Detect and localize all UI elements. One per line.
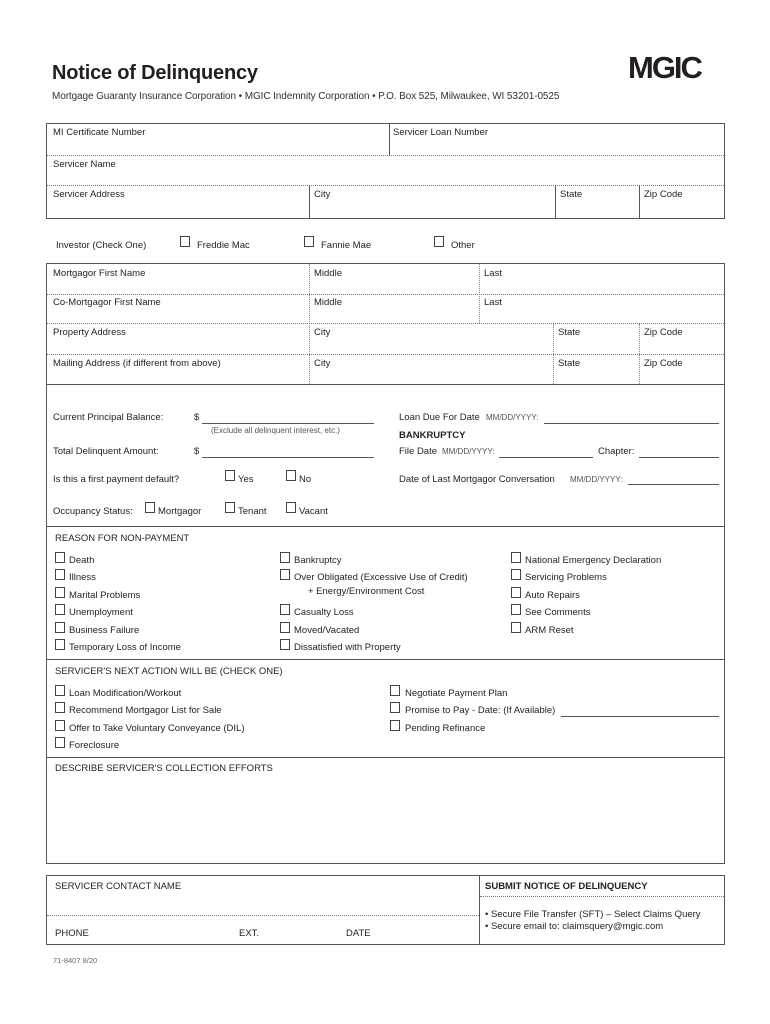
reason-auto-repairs-label: Auto Repairs	[525, 590, 580, 601]
freddie-mac-checkbox[interactable]	[180, 236, 190, 247]
reason-temp-loss-label: Temporary Loss of Income	[69, 642, 181, 653]
loan-due-for-date-input[interactable]	[544, 423, 719, 424]
reason-unemployment-checkbox[interactable]	[55, 604, 65, 615]
collection-efforts-heading: DESCRIBE SERVICER'S COLLECTION EFFORTS	[55, 763, 273, 774]
date-field[interactable]: DATE	[346, 928, 371, 939]
occupancy-vacant-checkbox[interactable]	[286, 502, 296, 513]
action-loan-mod-checkbox[interactable]	[55, 685, 65, 696]
reason-illness-label: Illness	[69, 572, 96, 583]
first-payment-yes-checkbox[interactable]	[225, 470, 235, 481]
occupancy-tenant-label: Tenant	[238, 506, 267, 517]
occupancy-mortgagor-checkbox[interactable]	[145, 502, 155, 513]
reason-death-checkbox[interactable]	[55, 552, 65, 563]
mortgagor-first-name-field[interactable]: Mortgagor First Name	[53, 268, 146, 279]
bankruptcy-heading: BANKRUPTCY	[399, 430, 466, 441]
principal-dollar-sign: $	[194, 412, 200, 423]
co-mortgagor-first-name-field[interactable]: Co-Mortgagor First Name	[53, 297, 161, 308]
mailing-state-field[interactable]: State	[558, 358, 581, 369]
action-pending-refi-label: Pending Refinance	[405, 723, 486, 734]
action-promise-to-pay-checkbox[interactable]	[390, 702, 400, 713]
reason-casualty-label: Casualty Loss	[294, 607, 354, 618]
action-payment-plan-checkbox[interactable]	[390, 685, 400, 696]
other-investor-label: Other	[451, 240, 475, 251]
reason-marital-checkbox[interactable]	[55, 587, 65, 598]
reason-casualty-checkbox[interactable]	[280, 604, 290, 615]
reason-moved-checkbox[interactable]	[280, 622, 290, 633]
reason-bankruptcy-label: Bankruptcy	[294, 555, 342, 566]
other-investor-checkbox[interactable]	[434, 236, 444, 247]
co-mortgagor-last-field[interactable]: Last	[484, 297, 502, 308]
reason-servicing-label: Servicing Problems	[525, 572, 607, 583]
promise-to-pay-date-input[interactable]	[561, 716, 719, 717]
action-list-for-sale-label: Recommend Mortgagor List for Sale	[69, 705, 222, 716]
chapter-label: Chapter:	[598, 446, 635, 457]
property-state-field[interactable]: State	[558, 327, 581, 338]
last-conversation-label: Date of Last Mortgagor Conversation	[399, 474, 555, 485]
chapter-input[interactable]	[639, 457, 719, 458]
property-zip-field[interactable]: Zip Code	[644, 327, 683, 338]
freddie-mac-label: Freddie Mac	[197, 240, 250, 251]
reason-auto-repairs-checkbox[interactable]	[511, 587, 521, 598]
action-promise-to-pay-label: Promise to Pay - Date: (If Available)	[405, 705, 556, 716]
action-pending-refi-checkbox[interactable]	[390, 720, 400, 731]
ext-field[interactable]: EXT.	[239, 928, 260, 939]
next-action-heading: SERVICER'S NEXT ACTION WILL BE (CHECK ONE)	[55, 666, 283, 677]
reason-dissatisfied-checkbox[interactable]	[280, 639, 290, 650]
mailing-city-field[interactable]: City	[314, 358, 331, 369]
reason-business-failure-checkbox[interactable]	[55, 622, 65, 633]
occupancy-tenant-checkbox[interactable]	[225, 502, 235, 513]
first-payment-no-checkbox[interactable]	[286, 470, 296, 481]
total-delinquent-label: Total Delinquent Amount:	[53, 446, 159, 457]
action-foreclosure-checkbox[interactable]	[55, 737, 65, 748]
submit-item-email: • Secure email to: claimsquery@mgic.com	[485, 921, 664, 932]
phone-field[interactable]: PHONE	[55, 928, 89, 939]
delinquent-dollar-sign: $	[194, 446, 200, 457]
mailing-zip-field[interactable]: Zip Code	[644, 358, 683, 369]
property-address-field[interactable]: Property Address	[53, 327, 126, 338]
servicer-section	[46, 123, 725, 219]
company-address: Mortgage Guaranty Insurance Corporation • MGIC Indemnity Corporation • P.O. Box 525, Milwaukee, WI 53201-0525	[52, 91, 560, 102]
reason-energy-label: + Energy/Environment Cost	[308, 586, 425, 597]
reason-business-failure-label: Business Failure	[69, 625, 140, 636]
principal-balance-label: Current Principal Balance:	[53, 412, 164, 423]
reason-marital-label: Marital Problems	[69, 590, 141, 601]
reason-temp-loss-checkbox[interactable]	[55, 639, 65, 650]
reason-dissatisfied-label: Dissatisfied with Property	[294, 642, 401, 653]
property-city-field[interactable]: City	[314, 327, 331, 338]
last-conversation-format-hint: MM/DD/YYYY:	[570, 475, 623, 484]
reason-over-obligated-label: Over Obligated (Excessive Use of Credit)	[294, 572, 468, 583]
reason-arm-reset-checkbox[interactable]	[511, 622, 521, 633]
submit-item-sft: • Secure File Transfer (SFT) – Select Claims Query	[485, 909, 701, 920]
reason-arm-reset-label: ARM Reset	[525, 625, 574, 636]
servicer-state-field[interactable]: State	[560, 189, 583, 200]
submit-item-email-text: Secure email to: claimsquery@mgic.com	[490, 921, 664, 932]
investor-label: Investor (Check One)	[56, 240, 147, 251]
action-list-for-sale-checkbox[interactable]	[55, 702, 65, 713]
servicer-zip-field[interactable]: Zip Code	[644, 189, 683, 200]
action-dil-checkbox[interactable]	[55, 720, 65, 731]
reason-death-label: Death	[69, 555, 95, 566]
fannie-mae-label: Fannie Mae	[321, 240, 372, 251]
reason-unemployment-label: Unemployment	[69, 607, 133, 618]
mi-certificate-field[interactable]: MI Certificate Number	[53, 127, 146, 138]
reason-see-comments-label: See Comments	[525, 607, 591, 618]
reason-illness-checkbox[interactable]	[55, 569, 65, 580]
mailing-address-field[interactable]: Mailing Address (if different from above)	[53, 358, 221, 369]
reason-national-emergency-checkbox[interactable]	[511, 552, 521, 563]
mortgagor-last-field[interactable]: Last	[484, 268, 502, 279]
submit-heading: SUBMIT NOTICE OF DELINQUENCY	[485, 881, 648, 892]
file-date-format-hint: MM/DD/YYYY:	[442, 447, 495, 456]
page-title: Notice of Delinquency	[52, 62, 258, 84]
mgic-logo: MGIC	[628, 50, 701, 85]
collection-efforts-textarea[interactable]	[50, 777, 720, 859]
reason-over-obligated-checkbox[interactable]	[280, 569, 290, 580]
form-number: 71-8407 8/20	[53, 956, 98, 965]
yes-label: Yes	[238, 474, 254, 485]
file-date-input[interactable]	[499, 457, 593, 458]
servicer-loan-number-field[interactable]: Servicer Loan Number	[393, 127, 489, 138]
occupancy-vacant-label: Vacant	[299, 506, 328, 517]
loan-due-for-date-label: Loan Due For Date	[399, 412, 480, 423]
last-conversation-input[interactable]	[628, 484, 719, 485]
servicer-city-field[interactable]: City	[314, 189, 331, 200]
submit-item-sft-text: Secure File Transfer (SFT) – Select Claims Query	[490, 909, 701, 920]
reason-national-emergency-label: National Emergency Declaration	[525, 555, 662, 566]
fannie-mae-checkbox[interactable]	[304, 236, 314, 247]
servicer-name-field[interactable]: Servicer Name	[53, 159, 116, 170]
co-mortgagor-middle-field[interactable]: Middle	[314, 297, 342, 308]
occupancy-status-label: Occupancy Status:	[53, 506, 133, 517]
action-loan-mod-label: Loan Modification/Workout	[69, 688, 182, 699]
action-dil-label: Offer to Take Voluntary Conveyance (DIL)	[69, 723, 245, 734]
mortgagor-middle-field[interactable]: Middle	[314, 268, 342, 279]
servicer-address-field[interactable]: Servicer Address	[53, 189, 125, 200]
action-foreclosure-label: Foreclosure	[69, 740, 120, 751]
action-payment-plan-label: Negotiate Payment Plan	[405, 688, 508, 699]
reason-moved-label: Moved/Vacated	[294, 625, 360, 636]
principal-balance-input[interactable]	[202, 423, 374, 424]
exclude-interest-note: (Exclude all delinquent interest, etc.)	[211, 426, 340, 435]
servicer-contact-name-field[interactable]: SERVICER CONTACT NAME	[55, 881, 182, 892]
reason-bankruptcy-checkbox[interactable]	[280, 552, 290, 563]
no-label: No	[299, 474, 312, 485]
total-delinquent-input[interactable]	[202, 457, 374, 458]
reason-see-comments-checkbox[interactable]	[511, 604, 521, 615]
first-payment-default-label: Is this a first payment default?	[53, 474, 180, 485]
due-date-format-hint: MM/DD/YYYY:	[486, 413, 539, 422]
occupancy-mortgagor-label: Mortgagor	[158, 506, 202, 517]
reason-servicing-checkbox[interactable]	[511, 569, 521, 580]
file-date-label: File Date	[399, 446, 438, 457]
reason-heading: REASON FOR NON-PAYMENT	[55, 533, 190, 544]
